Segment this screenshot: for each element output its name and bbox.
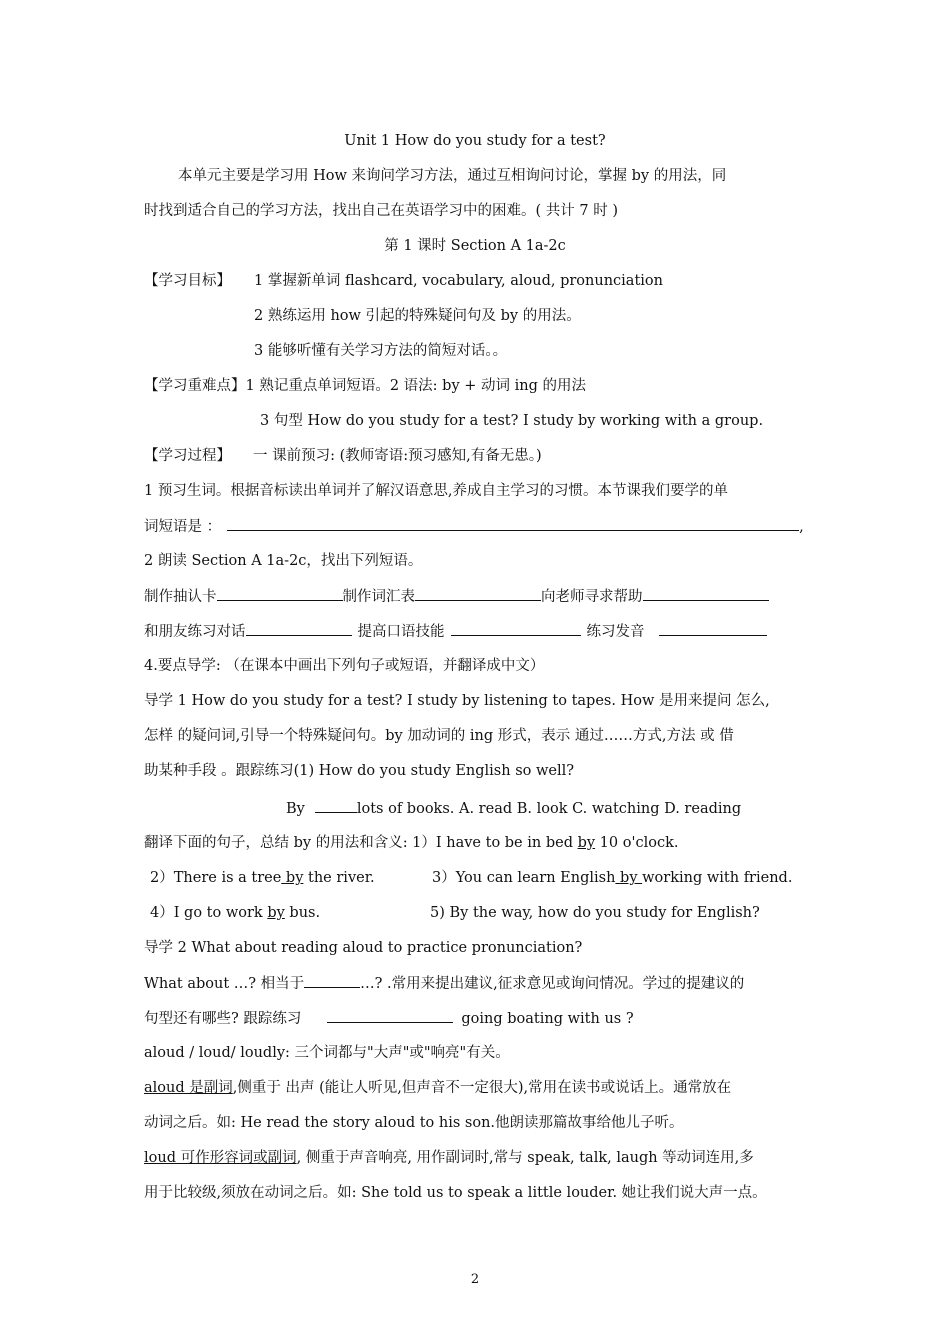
key-head: 【学习重难点】 [144,378,246,394]
intro-line-2: 时找到适合自己的学习方法，找出自己在英语学习中的困难。( 共计 7 时 ) [144,203,618,219]
unit-title: Unit 1 How do you study for a test? [344,133,606,149]
preview-line-2: 词短语是 ： , [144,516,804,537]
translate-line-4: 4）I go to work by bus. [150,905,321,921]
goals-heading: 【学习目标】 [144,273,231,289]
what-about-line-2: 句型还有哪些? 跟踪练习 going boating with us ? [144,1008,634,1029]
phrase-blank[interactable] [451,621,581,636]
lesson-heading: 第 1 课时 Section A 1a-2c [384,238,566,254]
by-underlined: by [285,870,304,886]
phrase-row-2: 和朋友练习对话 提高口语技能 练习发音 [144,621,767,642]
loud-line-1: loud 可作形容词或副词, 侧重于声音响亮, 用作副词时,常与 speak, talk, laugh 等动词连用,多 [144,1150,754,1166]
preview-line-1: 1 预习生词。根据音标读出单词并了解汉语意思,养成自主学习的习惯。本节课我们要学的单 [144,483,728,499]
goal-1: 1 掌握新单词 flashcard, vocabulary, aloud, pronunciation [254,273,663,289]
by-underlined: by [620,870,638,886]
preview-line-3: 2 朗读 Section A 1a-2c，找出下列短语。 [144,553,423,569]
translate-line-1: 翻译下面的句子，总结 by 的用法和含义: 1）I have to be in bed by 10 o'clock. [144,835,679,851]
guide-1-line-3: 助某种手段 。跟踪练习(1) How do you study English so well? [144,763,575,779]
aloud-line-2: 动词之后。如: He read the story aloud to his son.他朗读那篇故事给他儿子听。 [144,1115,684,1131]
process-heading: 【学习过程】 [144,448,231,464]
exercise-question: By lots of books. A. read B. look C. watching D. reading [286,798,741,819]
key-point-2: 3 句型 How do you study for a test? I study by working with a group. [260,413,764,429]
phrase-blank[interactable] [217,586,343,601]
page-number: 2 [470,1272,480,1287]
loud-line-2: 用于比较级,须放在动词之后。如: She told us to speak a little louder. 她让我们说大声一点。 [144,1185,767,1201]
by-underlined: by [267,905,285,921]
guide-1-line-1: 导学 1 How do you study for a test? I study by listening to tapes. How 是用来提问 怎么, [144,693,770,709]
key-point-1: 1 熟记重点单词短语。2 语法: by + 动词 ing 的用法 [245,378,586,394]
answer-blank[interactable] [227,516,799,531]
exercise-blank[interactable] [315,798,357,813]
phrase-blank[interactable] [643,586,769,601]
what-about-blank[interactable] [304,973,360,988]
translate-line-2: 2）There is a tree by the river. [150,870,375,886]
phrase-blank[interactable] [415,586,541,601]
process-text: 一 课前预习: (教师寄语:预习感知,有备无患。) [253,448,542,464]
by-underlined: by [577,835,596,851]
aloud-line-1: aloud 是副词,侧重于 出声 (能让人听见,但声音不一定很大),常用在读书或说话上。通常放在 [144,1080,732,1096]
aloud-heading: aloud / loud/ loudly: 三个词都与"大声"或"响亮"有关。 [144,1045,510,1061]
goal-3: 3 能够听懂有关学习方法的简短对话。。 [254,343,508,359]
process-line [144,446,542,466]
translate-line-5: 5) By the way, how do you study for English? [430,905,760,921]
phrase-blank[interactable] [246,621,352,636]
intro-line-1: 本单元主要是学习用 How 来询问学习方法，通过互相询问讨论，掌握 by 的用法，同 [178,168,727,184]
guide-2-heading: 导学 2 What about reading aloud to practice pronunciation? [144,940,583,956]
section-4-heading: 4.要点导学: （在课本中画出下列句子或短语，并翻译成中文） [144,658,545,674]
translate-line-3: 3）You can learn English by working with friend. [432,870,793,886]
practice-blank[interactable] [327,1008,453,1023]
goal-2: 2 熟练运用 how 引起的特殊疑问句及 by 的用法。 [254,308,581,324]
what-about-line-1: What about …? 相当于 …? .常用来提出建议,征求意见或询问情况。学过的提建议的 [144,973,744,994]
key-points-heading [144,376,586,396]
phrase-blank[interactable] [659,621,767,636]
phrase-row-1: 制作抽认卡 制作词汇表 向老师寻求帮助 [144,586,769,607]
guide-1-line-2: 怎样 的疑问词,引导一个特殊疑问句。by 加动词的 ing 形式，表示 通过……方式,方法 或 借 [144,728,734,744]
